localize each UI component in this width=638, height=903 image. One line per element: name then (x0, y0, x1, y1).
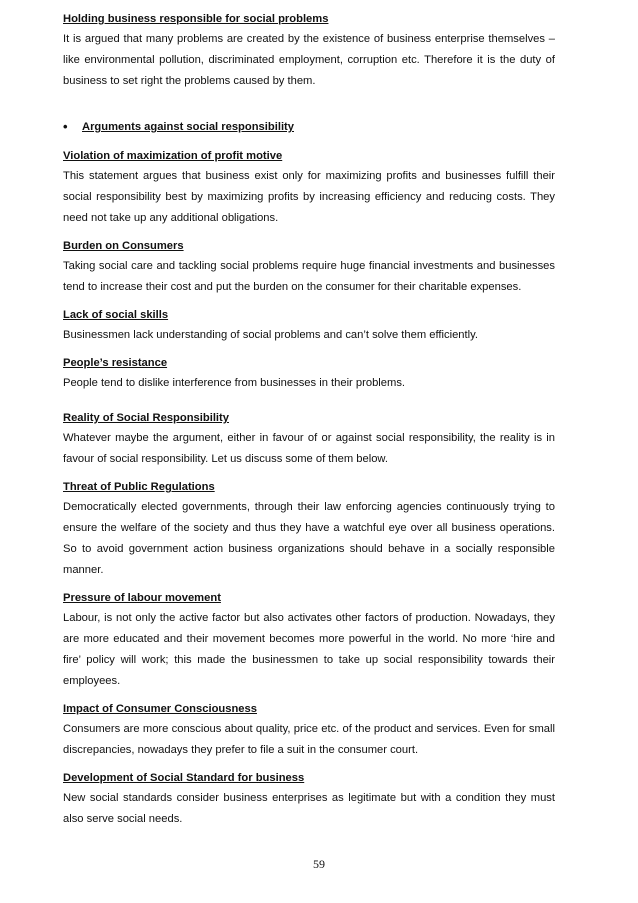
section-text: This statement argues that business exist only for maximizing profits and businesses fulfill their social responsibility best by maximizing profits by increasing efficiency and reducing costs. They need not take up any additional obligations. (63, 170, 555, 224)
section-heading: Violation of maximization of profit motive (63, 150, 283, 162)
section-violation-profit-motive (63, 146, 555, 229)
section-heading: Reality of Social Responsibility (63, 412, 229, 424)
section-development-of-social-standard (63, 768, 555, 830)
section-heading: Lack of social skills (63, 309, 169, 321)
section-heading: Development of Social Standard for business (63, 772, 305, 784)
section-text: Whatever maybe the argument, either in favour of or against social responsibility, the reality is in favour of social responsibility. Let us discuss some of them below. (63, 432, 555, 465)
section-text: Consumers are more conscious about quality, price etc. of the product and services. Even for small discrepancies, nowadays they prefer to file a suit in the consumer court. (63, 723, 555, 756)
section-text: New social standards consider business enterprises as legitimate but with a condition they must also serve social needs. (63, 792, 555, 825)
section-heading: Impact of Consumer Consciousness (63, 703, 257, 715)
section-threat-of-public-regulations (63, 477, 555, 581)
bullet-icon: • (63, 119, 68, 134)
section-text: Taking social care and tackling social problems require huge financial investments and businesses tend to increase their cost and put the burden on the consumer for their charitable expenses. (63, 260, 555, 293)
bullet-arguments-against (63, 117, 555, 137)
section-text: It is argued that many problems are created by the existence of business enterprise themselves – like environmental pollution, discriminated employment, corruption etc. Therefore it is the duty of business to set right the problems caused by them. (63, 33, 555, 87)
page-number: 59 (313, 857, 325, 871)
section-holding-business (63, 9, 555, 92)
section-heading: Holding business responsible for social problems (63, 13, 329, 25)
section-heading: Threat of Public Regulations (63, 481, 215, 493)
document-page (63, 9, 555, 830)
section-heading: Burden on Consumers (63, 240, 184, 252)
section-reality-of-social-responsibility (63, 408, 555, 470)
section-burden-on-consumers (63, 236, 555, 298)
section-text: People tend to dislike interference from businesses in their problems. (63, 377, 406, 389)
section-pressure-of-labour-movement (63, 588, 555, 692)
section-text: Businessmen lack understanding of social problems and can’t solve them efficiently. (63, 329, 478, 341)
section-impact-of-consumer-consciousness (63, 699, 555, 761)
section-text: Democratically elected governments, through their law enforcing agencies continuously trying to ensure the welfare of the society and thus they have a watchful eye over all business operations. So to avoid government action business organizations should behave in a socially responsible manner. (63, 501, 555, 576)
bullet-heading: Arguments against social responsibility (82, 121, 294, 133)
section-lack-of-social-skills (63, 305, 555, 346)
section-heading: People’s resistance (63, 357, 168, 369)
section-text: Labour, is not only the active factor but also activates other factors of production. Nowadays, they are more educated and their movement becomes more powerful in the world. No more ‘hire and fire’ policy will work; this made the businessmen to take up social responsibility towards their employees. (63, 612, 555, 687)
section-heading: Pressure of labour movement (63, 592, 221, 604)
section-peoples-resistance (63, 353, 555, 394)
